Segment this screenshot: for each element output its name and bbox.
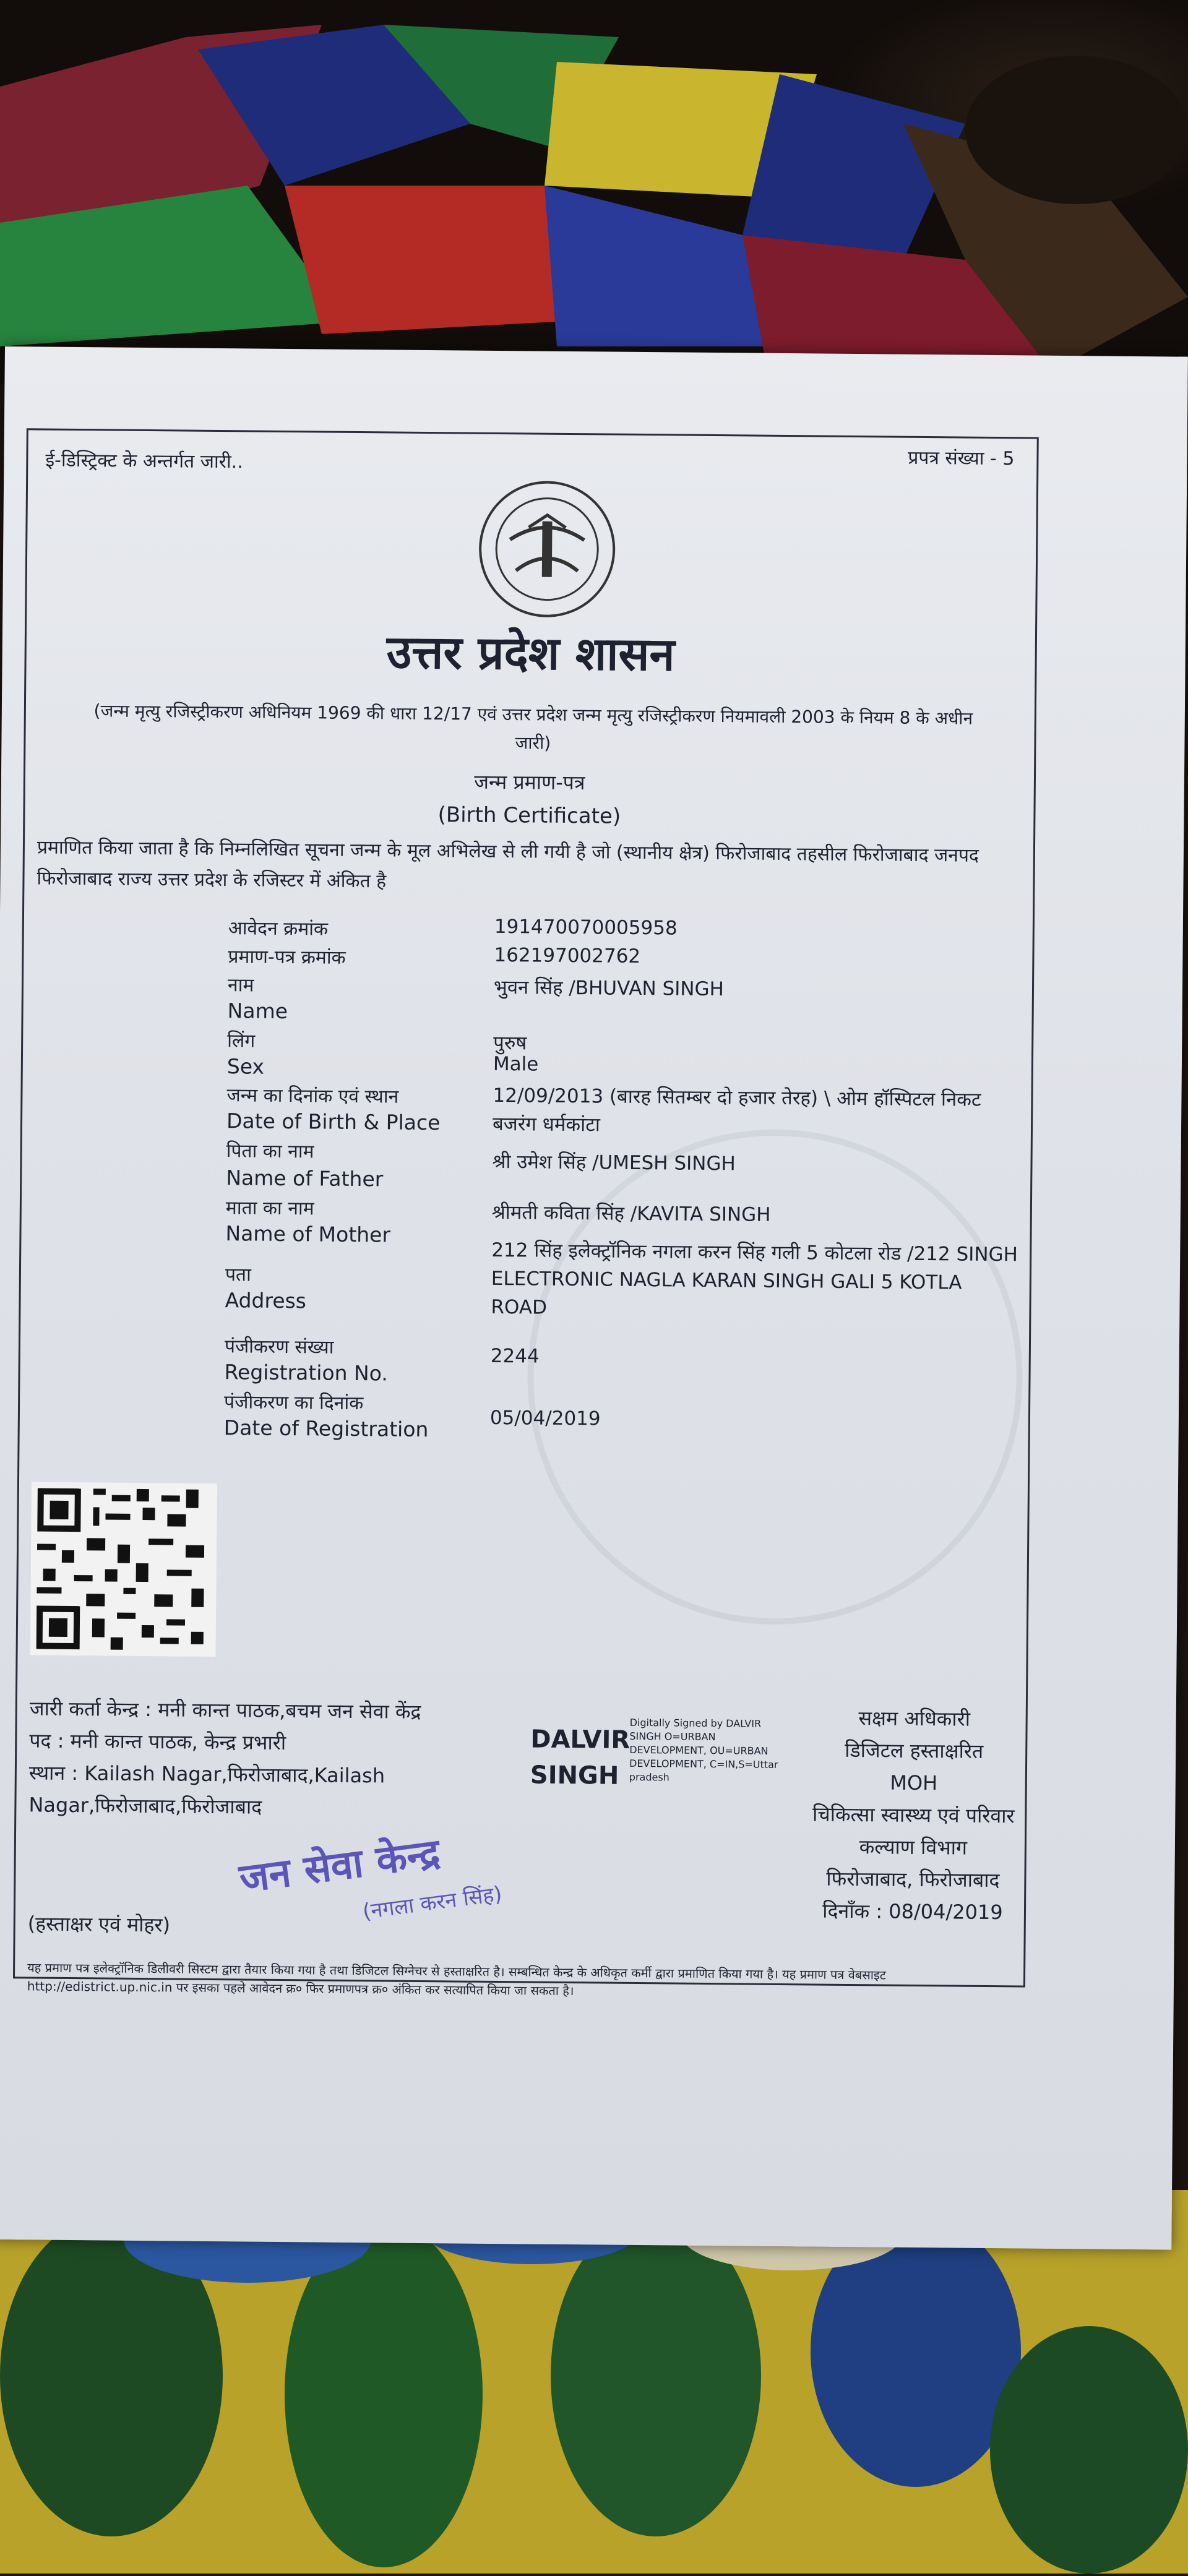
issuer-place: स्थान : Kailash Nagar,फिरोजाबाद,Kailash Nagar,फिरोजाबाद,फिरोजाबाद xyxy=(28,1761,385,1819)
reg-no-label: Registration No. xyxy=(224,1360,388,1386)
reg-date-label-hindi: पंजीकरण का दिनांक xyxy=(223,1391,364,1415)
application-no-value: 191470070005958 xyxy=(494,915,678,940)
fabric-pattern-top xyxy=(0,0,1188,384)
competent-authority xyxy=(795,1701,1032,1928)
mother-value: श्रीमती कविता सिंह /KAVITA SINGH xyxy=(491,1201,771,1226)
certificate-paper xyxy=(0,346,1188,2250)
application-no-label: आवेदन क्रमांक xyxy=(228,917,329,940)
name-label-hindi: नाम xyxy=(227,974,254,997)
edistrict-header: ई-डिस्ट्रिक्ट के अन्तर्गत जारी.. xyxy=(45,449,243,473)
signer-name: DALVIR SINGH xyxy=(530,1725,631,1790)
reg-no-value: 2244 xyxy=(490,1344,540,1368)
authority-post: MOH xyxy=(890,1771,938,1795)
digital-signature-detail: Digitally Signed by DALVIR SINGH O=URBAN DEVELOPMENT, OU=URBAN DEVELOPMENT, C=IN,S=Uttar pradesh xyxy=(629,1716,778,1784)
address-value: 212 सिंह इलेक्ट्रॉनिक नगला करन सिंह गली 5 कोटला रोड /212 SINGH ELECTRONIC NAGLA KARAN SINGH GALI 5 KOTLA ROAD xyxy=(491,1239,1018,1319)
address-label-hindi: पता xyxy=(225,1264,251,1286)
reg-date-value: 05/04/2019 xyxy=(489,1406,601,1430)
dob-label-hindi: जन्म का दिनांक एवं स्थान xyxy=(226,1084,399,1108)
form-number: प्रपत्र संख्या - 5 xyxy=(908,447,1015,470)
authority-location: फिरोजाबाद, फिरोजाबाद xyxy=(826,1866,1000,1892)
sex-label-hindi: लिंग xyxy=(227,1030,256,1052)
sex-label: Sex xyxy=(226,1054,265,1079)
certification-statement: प्रमाणित किया जाता है कि निम्नलिखित सूचना जन्म के मूल अभिलेख से ली गयी है जो (स्थानीय क्षेत्र) फिरोजाबाद तहसील फिरोजाबाद जनपद फिरोजाबाद राज्य उत्तर प्रदेश के रजिस्टर में अंकित है xyxy=(37,836,979,893)
certificate-type-hindi: जन्म प्रमाण-पत्र xyxy=(474,770,585,795)
certificate-title: उत्तर प्रदेश शासन xyxy=(386,625,675,682)
sign-seal-label: (हस्ताक्षर एवं मोहर) xyxy=(27,1912,171,1937)
sex-value-hindi: पुरुष xyxy=(493,1031,527,1055)
reg-no-label-hindi: पंजीकरण संख्या xyxy=(224,1336,334,1359)
certificate-no-value: 162197002762 xyxy=(494,943,641,968)
dob-value: 12/09/2013 (बारह सितम्बर दो हजार तेरह) \ ओम हॉस्पिटल निकट बजरंग धर्मकांटा xyxy=(492,1084,981,1136)
father-label: Name of Father xyxy=(226,1166,384,1191)
verification-footer: यह प्रमाण पत्र इलेक्ट्रॉनिक डिलीवरी सिस्टम द्वारा तैयार किया गया है तथा डिजिटल सिग्नेचर से हस्ताक्षरित है। सम्बन्धित केन्द्र के अधिकृत कर्मी द्वारा प्रमाणित किया गया है। यह प्रमाण पत्र वेबसाइट http://edistrict.up.nic.in पर इसका पहले आवेदन क्र० फिर प्रमाणपत्र क्र० अंकित कर सत्यापित किया जा सकता है। xyxy=(27,1960,886,1999)
name-label: Name xyxy=(227,998,288,1024)
mother-label: Name of Mother xyxy=(225,1221,391,1247)
issuer-details xyxy=(28,1692,500,1825)
certificate-no-label: प्रमाण-पत्र क्रमांक xyxy=(228,946,346,969)
address-label: Address xyxy=(225,1288,307,1313)
stamp-location: (नगला करन सिंह) xyxy=(361,1881,504,1925)
name-value: भुवन सिंह /BHUVAN SINGH xyxy=(493,976,725,1001)
issuer-post: पद : मनी कान्त पाठक, केन्द्र प्रभारी xyxy=(29,1728,286,1755)
father-label-hindi: पिता का नाम xyxy=(226,1140,314,1163)
sex-value: Male xyxy=(493,1052,539,1076)
act-reference: (जन्म मृत्यु रजिस्ट्रीकरण अधिनियम 1969 की धारा 12/17 एवं उत्तर प्रदेश जन्म मृत्यु रजिस्ट्रीकरण नियमावली 2003 के नियम 8 के अधीन जारी) xyxy=(93,700,973,753)
father-value: श्री उमेश सिंह /UMESH SINGH xyxy=(492,1150,736,1175)
certificate-border xyxy=(13,428,1039,1999)
reg-date-label: Date of Registration xyxy=(223,1415,429,1442)
issuer-center: जारी कर्ता केन्द्र : मनी कान्त पाठक,बचम जन सेवा केंद्र xyxy=(29,1696,421,1724)
authority-date: दिनाँक : 08/04/2019 xyxy=(822,1899,1003,1925)
mother-label-hindi: माता का नाम xyxy=(225,1197,314,1220)
certificate-type-english: (Birth Certificate) xyxy=(437,802,621,829)
background-fabric-top xyxy=(0,0,1188,384)
authority-title: सक्षम अधिकारी xyxy=(858,1706,971,1731)
up-government-emblem-icon xyxy=(472,478,622,621)
jan-seva-kendra-stamp: जन सेवा केन्द्र xyxy=(236,1830,443,1902)
dob-label: Date of Birth & Place xyxy=(226,1109,441,1135)
authority-department: चिकित्सा स्वास्थ्य एवं परिवार कल्याण विभाग xyxy=(812,1802,1015,1860)
qr-code-icon xyxy=(30,1482,217,1657)
authority-digital: डिजिटल हस्ताक्षरित xyxy=(845,1738,984,1763)
